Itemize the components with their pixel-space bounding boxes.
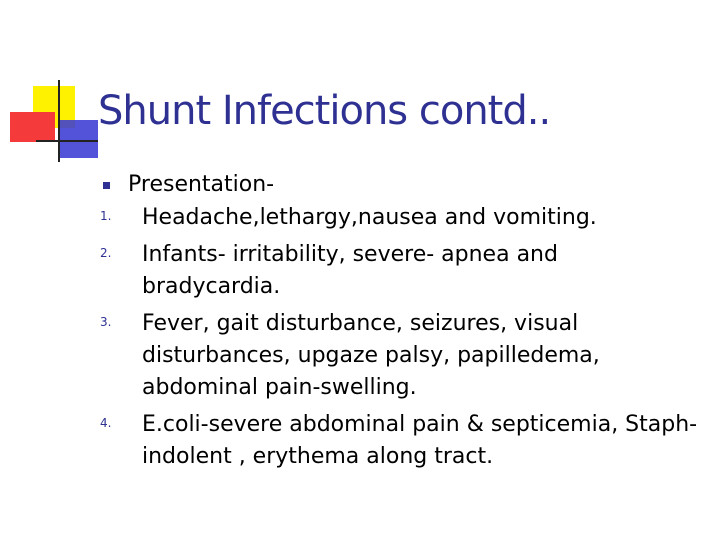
list-item-text: Headache,lethargy,nausea and vomiting. <box>142 205 597 230</box>
list-item-number: 3. <box>100 315 112 329</box>
logo-blue-square <box>60 120 98 158</box>
bullet-text: Presentation- <box>128 172 275 197</box>
bullet-item-presentation <box>100 170 700 200</box>
list-item-text: E.coli-severe abdominal pain & septicemia, Staph- indolent , erythema along tract. <box>142 412 698 469</box>
list-item-text: Fever, gait disturbance, seizures, visual disturbances, upgaze palsy, papilledema, abdominal pain-swelling. <box>142 311 600 400</box>
list-item <box>100 239 700 303</box>
list-item <box>100 308 700 404</box>
list-item <box>100 202 700 234</box>
slide-title: Shunt Infections contd.. <box>98 88 551 134</box>
list-item-number: 1. <box>100 209 112 223</box>
decorative-squares-logo <box>0 0 110 170</box>
square-bullet-icon <box>103 182 110 189</box>
logo-vertical-line <box>58 80 60 162</box>
logo-horizontal-line <box>36 140 98 142</box>
list-item-number: 4. <box>100 416 112 430</box>
list-item-text: Infants- irritability, severe- apnea and bradycardia. <box>142 242 558 299</box>
numbered-list <box>100 202 700 473</box>
logo-red-square <box>10 112 55 142</box>
list-item-number: 2. <box>100 246 112 260</box>
list-item <box>100 409 700 473</box>
slide-content <box>100 170 700 478</box>
